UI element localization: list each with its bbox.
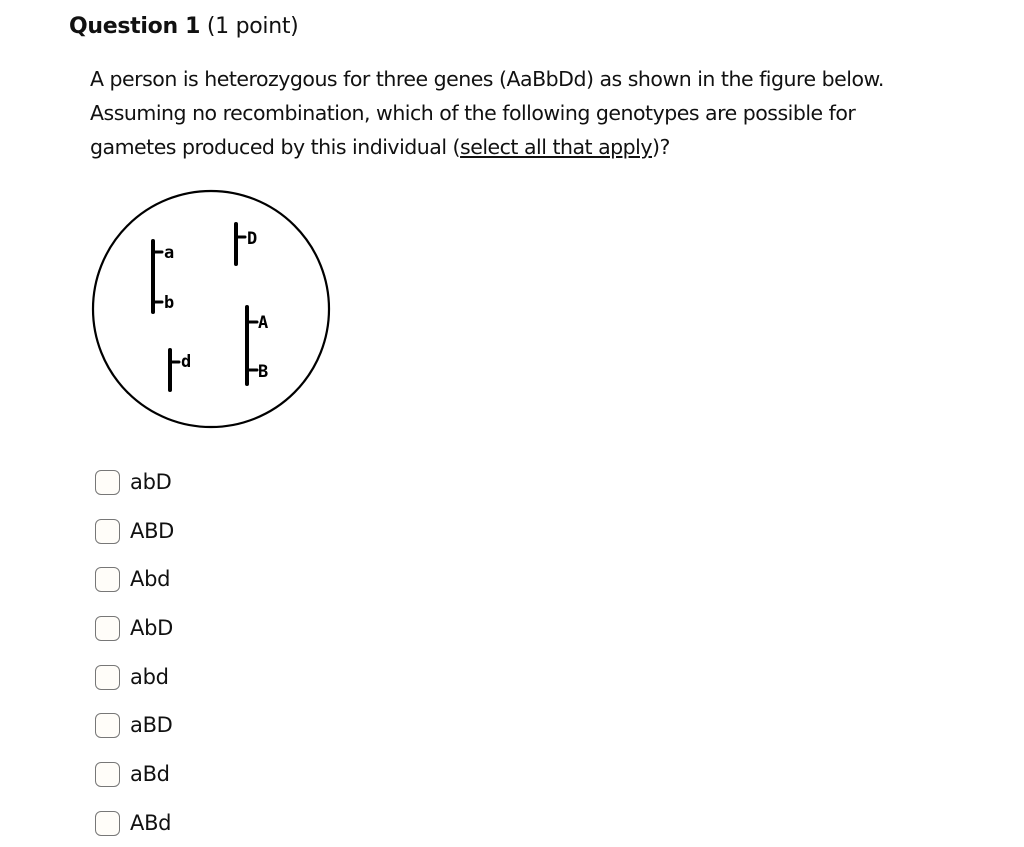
option-AbD[interactable] (95, 614, 173, 642)
checkbox[interactable] (95, 713, 120, 738)
option-ABd[interactable] (95, 809, 171, 837)
cell-chromosome-diagram (90, 182, 332, 440)
option-label: ABd (130, 811, 172, 835)
option-label: aBD (130, 713, 173, 737)
option-Abd[interactable] (95, 565, 170, 593)
allele-D: D (247, 229, 258, 249)
allele-b: b (164, 293, 175, 313)
option-abd[interactable] (95, 663, 169, 691)
option-ABD[interactable] (95, 517, 174, 545)
option-aBd[interactable] (95, 760, 170, 788)
option-aBD[interactable] (95, 711, 173, 739)
prompt-line-1: A person is heterozygous for three genes (AaBbDd) as shown in the figure below. (90, 67, 884, 91)
prompt-line-3: gametes produced by this individual (select all that apply)? (90, 135, 670, 159)
allele-A: A (258, 313, 269, 333)
option-label: abd (130, 665, 169, 689)
checkbox[interactable] (95, 616, 120, 641)
option-label: Abd (130, 567, 171, 591)
chromosome-AB (247, 307, 268, 384)
question-title (69, 14, 298, 39)
allele-d: d (181, 352, 192, 372)
chromosome-d (170, 350, 191, 390)
checkbox[interactable] (95, 665, 120, 690)
option-label: AbD (130, 616, 173, 640)
option-label: aBd (130, 762, 170, 786)
allele-B: B (258, 362, 269, 382)
option-label: abD (130, 470, 172, 494)
chromosome-ab (153, 241, 174, 313)
question-number: Question 1 (69, 14, 201, 39)
checkbox[interactable] (95, 519, 120, 544)
cell-outline (93, 191, 329, 427)
checkbox[interactable] (95, 470, 120, 495)
chromosome-D (236, 224, 257, 264)
allele-a: a (164, 243, 175, 263)
option-abD[interactable] (95, 468, 171, 496)
option-label: ABD (130, 519, 175, 543)
question-points: (1 point) (206, 14, 299, 39)
prompt-line-2: Assuming no recombination, which of the following genotypes are possible for (90, 101, 856, 125)
question-prompt (90, 62, 990, 164)
checkbox[interactable] (95, 811, 120, 836)
select-all-instruction: select all that apply (460, 135, 653, 159)
checkbox[interactable] (95, 762, 120, 787)
checkbox[interactable] (95, 567, 120, 592)
